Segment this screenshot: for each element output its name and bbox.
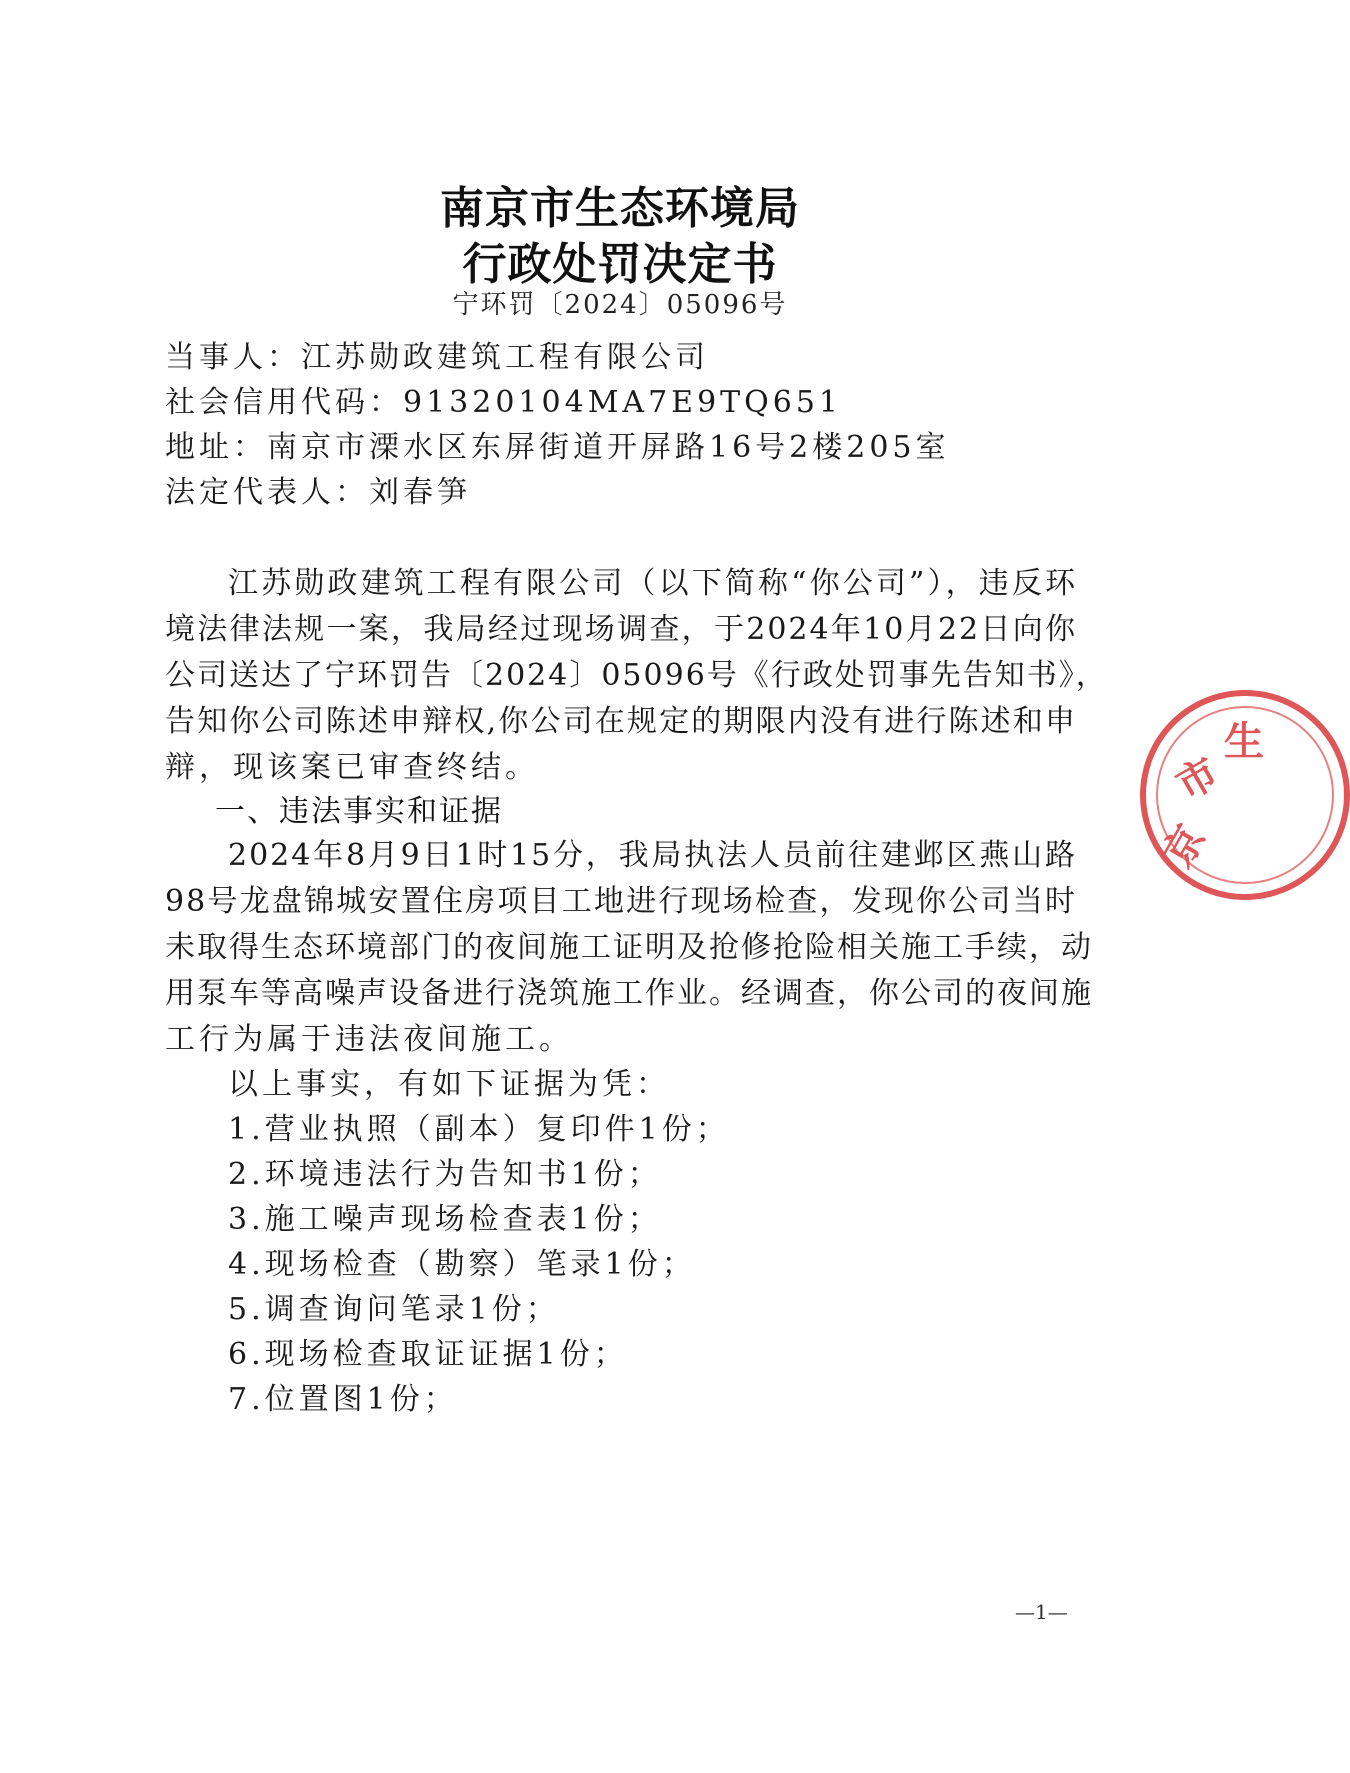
intro-line5: 辩，现该案已审查终结。 [165, 750, 539, 785]
evidence-item: 1.营业执照（副本）复印件1份； [228, 1112, 730, 1147]
official-seal-stamp [1140, 690, 1350, 900]
intro-line3: 公司送达了宁环罚告〔2024〕05096号《行政处罚事先告知书》， [165, 658, 1108, 693]
intro-line1: 江苏勋政建筑工程有限公司（以下简称“你公司”），违反环 [228, 566, 1077, 601]
document-number: 宁环罚〔2024〕05096号 [452, 290, 788, 320]
party-legal-rep: 法定代表人：刘春笋 [165, 475, 471, 510]
evidence-item: 2.环境违法行为告知书1份； [228, 1157, 662, 1192]
facts-line5: 工行为属于违法夜间施工。 [165, 1022, 573, 1057]
party-name: 当事人：江苏勋政建筑工程有限公司 [165, 340, 709, 375]
party-address: 地址：南京市溧水区东屏街道开屏路16号2楼205室 [165, 430, 950, 465]
evidence-intro: 以上事实，有如下证据为凭： [228, 1067, 670, 1102]
evidence-item: 7.位置图1份； [228, 1382, 458, 1417]
page-number: —1— [1015, 1600, 1068, 1624]
facts-line1: 2024年8月9日1时15分，我局执法人员前往建邺区燕山路 [228, 838, 1077, 873]
seal-glyph: 生 [1224, 719, 1264, 765]
intro-line4: 告知你公司陈述申辩权,你公司在规定的期限内没有进行陈述和申 [165, 704, 1077, 739]
party-credit-code: 社会信用代码：91320104MA7E9TQ651 [165, 385, 843, 420]
document-title-line1: 南京市生态环境局 [440, 183, 800, 234]
evidence-item: 6.现场检查取证证据1份； [228, 1337, 628, 1372]
section-heading-facts: 一、违法事实和证据 [215, 794, 503, 829]
intro-line2: 境法律法规一案，我局经过现场调查，于2024年10月22日向你 [165, 612, 1077, 647]
evidence-item: 5.调查询问笔录1份； [228, 1292, 560, 1327]
evidence-item: 4.现场检查（勘察）笔录1份； [228, 1247, 696, 1282]
document-title-line2: 行政处罚决定书 [462, 239, 778, 290]
facts-line3: 未取得生态环境部门的夜间施工证明及抢修抢险相关施工手续，动 [165, 930, 1093, 965]
facts-line4: 用泵车等高噪声设备进行浇筑施工作业。经调查，你公司的夜间施 [165, 976, 1093, 1011]
evidence-item: 3.施工噪声现场检查表1份； [228, 1202, 662, 1237]
facts-line2: 98号龙盘锦城安置住房项目工地进行现场检查，发现你公司当时 [165, 884, 1077, 919]
seal-glyph: 京 [1155, 817, 1215, 876]
seal-glyph: 市 [1168, 749, 1227, 810]
